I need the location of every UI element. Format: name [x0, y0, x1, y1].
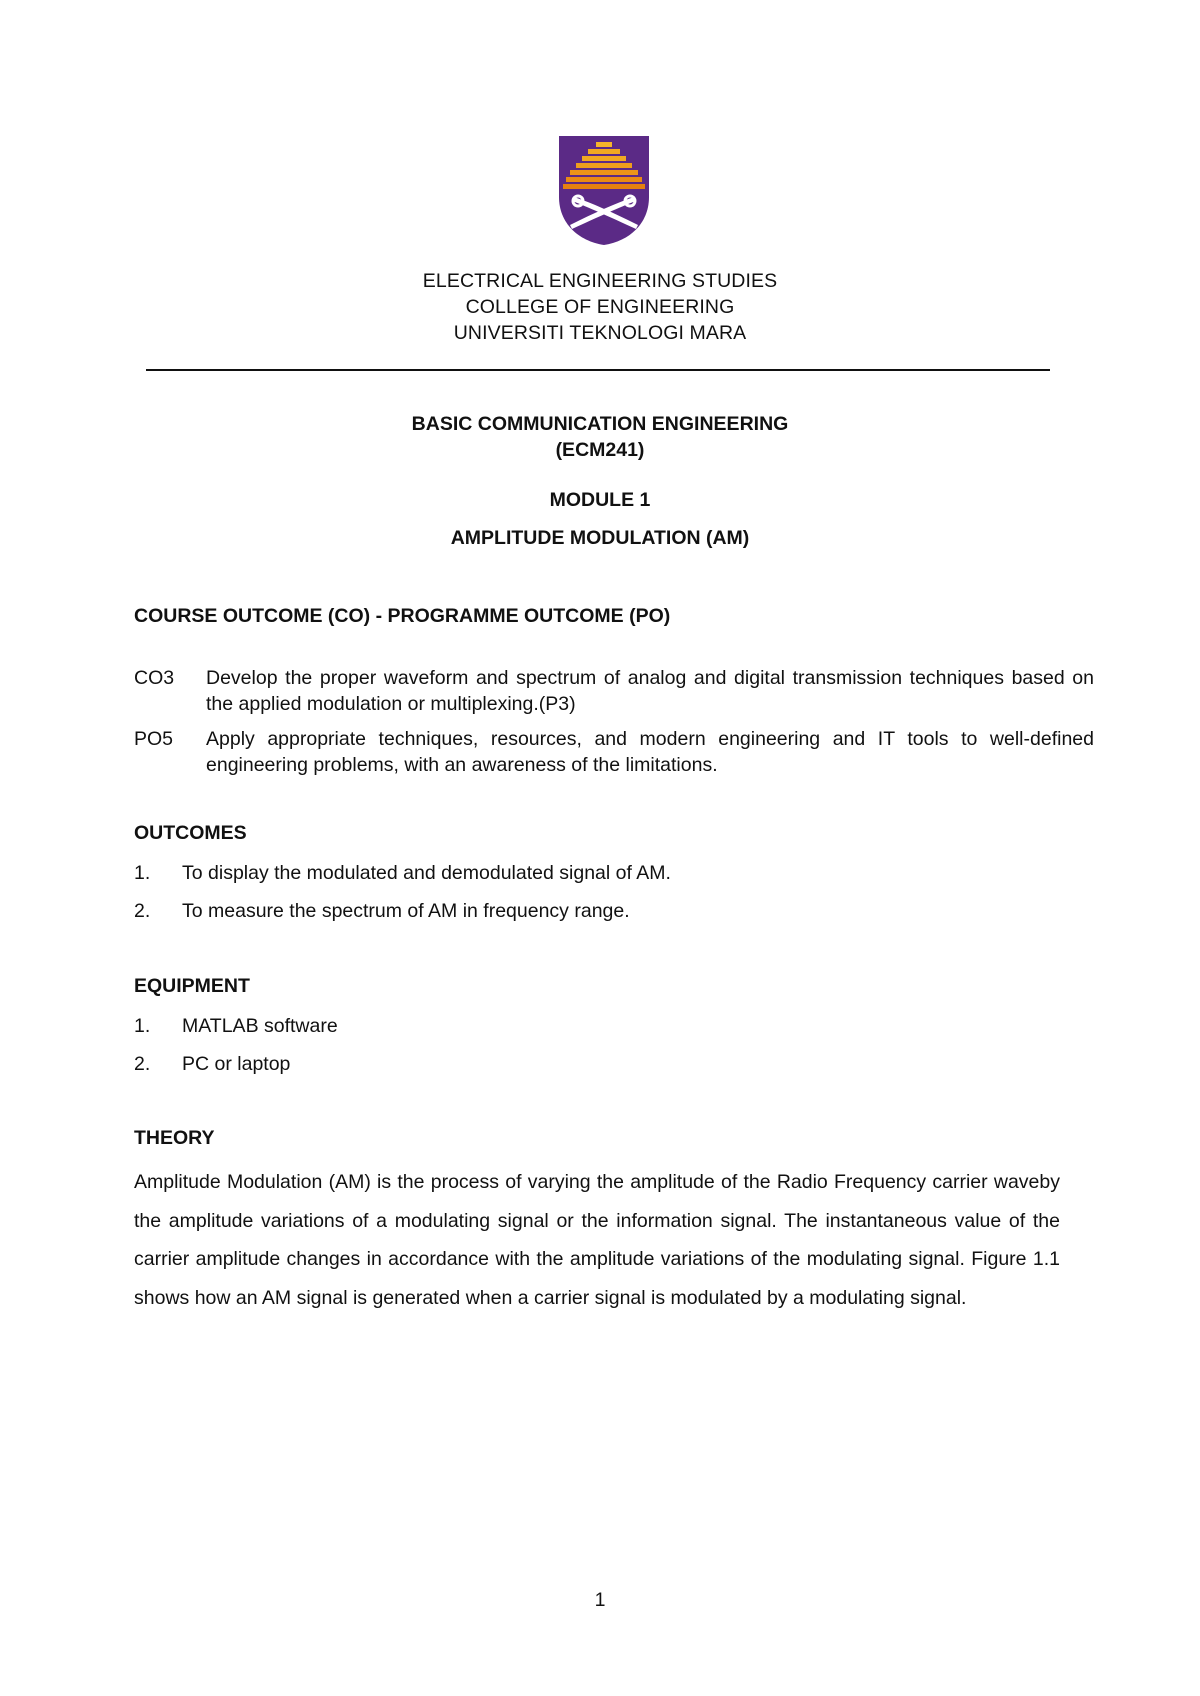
outcome-description: Apply appropriate techniques, resources, and modern engineering and IT tools to well-defined engineering problems, with an awareness of the limitations. — [206, 728, 1094, 776]
equipment-heading: EQUIPMENT — [134, 975, 250, 997]
course-code: (ECM241) — [555, 439, 645, 461]
list-text: PC or laptop — [182, 1053, 291, 1075]
theory-paragraph: Amplitude Modulation (AM) is the process of varying the amplitude of the Radio Frequency carrier waveby the amplitude variations of a modulating signal or the information signal. The instantaneous value of the carrier amplitude changes in accordance with the amplitude variations of the modulating signal. Figure 1.1 shows how an AM signal is generated when a carrier signal is modulated by a modulating signal. — [134, 1171, 1060, 1309]
university-name: UNIVERSITI TEKNOLOGI MARA — [453, 322, 747, 344]
college-name: COLLEGE OF ENGINEERING — [465, 296, 735, 318]
course-title: BASIC COMMUNICATION ENGINEERING — [411, 413, 789, 435]
list-text: To display the modulated and demodulated signal of AM. — [182, 862, 671, 884]
module-number: MODULE 1 — [549, 489, 651, 511]
list-number: 2. — [134, 1053, 151, 1075]
theory-heading: THEORY — [134, 1127, 215, 1149]
list-text: To measure the spectrum of AM in frequency range. — [182, 900, 630, 922]
header-divider — [146, 369, 1050, 371]
list-number: 1. — [134, 1015, 151, 1037]
outcome-description: Develop the proper waveform and spectrum of analog and digital transmission techniques based on the applied modulation or multiplexing.(P3) — [206, 667, 1094, 715]
list-number: 2. — [134, 900, 151, 922]
co-po-heading: COURSE OUTCOME (CO) - PROGRAMME OUTCOME (PO) — [134, 605, 671, 627]
list-text: MATLAB software — [182, 1015, 338, 1037]
page-number: 1 — [594, 1589, 606, 1611]
outcome-code: CO3 — [134, 667, 175, 689]
institution-block — [0, 268, 1200, 346]
module-title: AMPLITUDE MODULATION (AM) — [450, 527, 750, 549]
university-crest-logo — [558, 135, 650, 246]
outcomes-heading: OUTCOMES — [134, 822, 247, 844]
department-name: ELECTRICAL ENGINEERING STUDIES — [422, 270, 778, 292]
outcome-code: PO5 — [134, 728, 174, 750]
list-number: 1. — [134, 862, 151, 884]
